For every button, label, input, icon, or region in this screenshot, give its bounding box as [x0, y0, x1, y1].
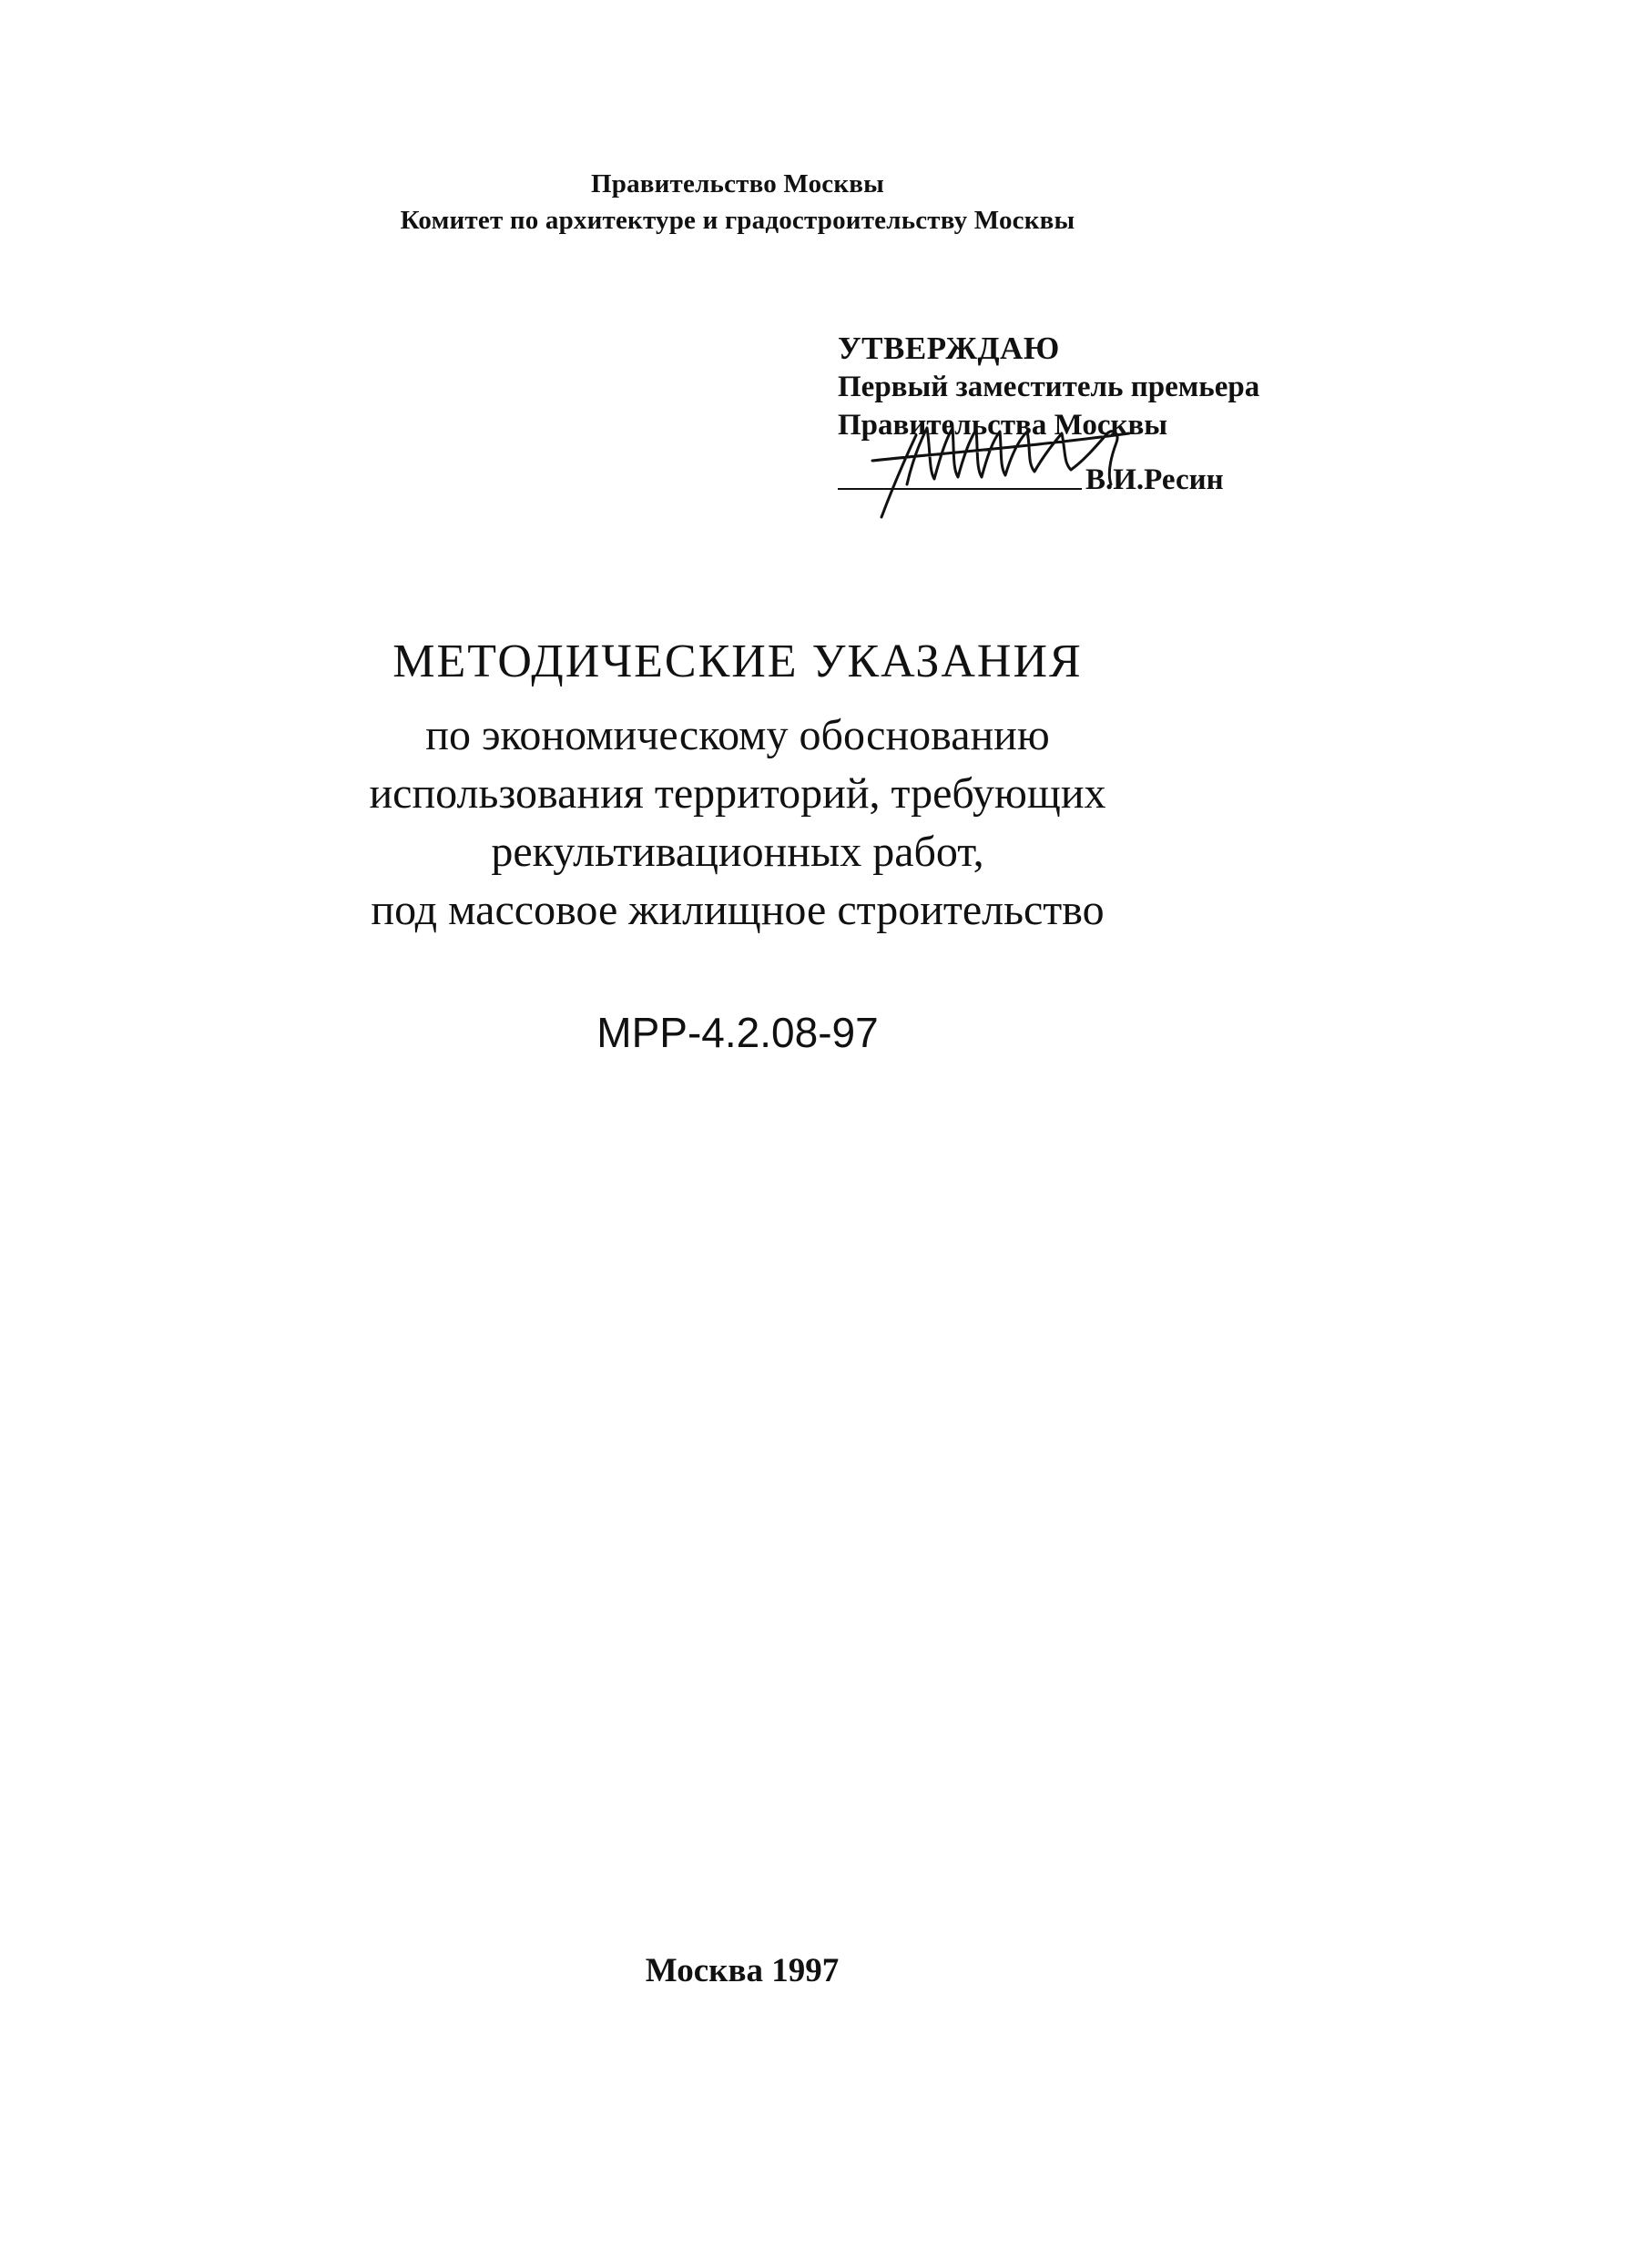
- place-and-year: Москва 1997: [645, 1952, 840, 1989]
- organization-header: [346, 166, 1129, 239]
- document-subtitle: [223, 707, 1252, 940]
- approver-position-line-2: Правительства Москвы: [838, 409, 1168, 442]
- org-name-government: Правительство Москвы: [591, 169, 884, 198]
- signatory-name: В.И.Ресин: [1085, 463, 1224, 496]
- subtitle-line: по экономическому обоснованию: [425, 711, 1050, 759]
- org-name-committee: Комитет по архитектуре и градостроительству Москвы: [400, 206, 1075, 235]
- subtitle-line: рекультивационных работ,: [491, 828, 984, 876]
- signature-row: [838, 444, 1421, 508]
- document-code: МРР-4.2.08-97: [596, 1009, 879, 1056]
- approver-position-line-1: Первый заместитель премьера: [838, 371, 1260, 403]
- document-title: МЕТОДИЧЕСКИЕ УКАЗАНИЯ: [392, 636, 1083, 687]
- subtitle-line: под массовое жилищное строительство: [371, 886, 1105, 934]
- approval-stamp-text: УТВЕРЖДАЮ: [838, 331, 1060, 366]
- approval-block: [838, 330, 1421, 508]
- subtitle-line: использования территорий, требующих: [369, 769, 1106, 818]
